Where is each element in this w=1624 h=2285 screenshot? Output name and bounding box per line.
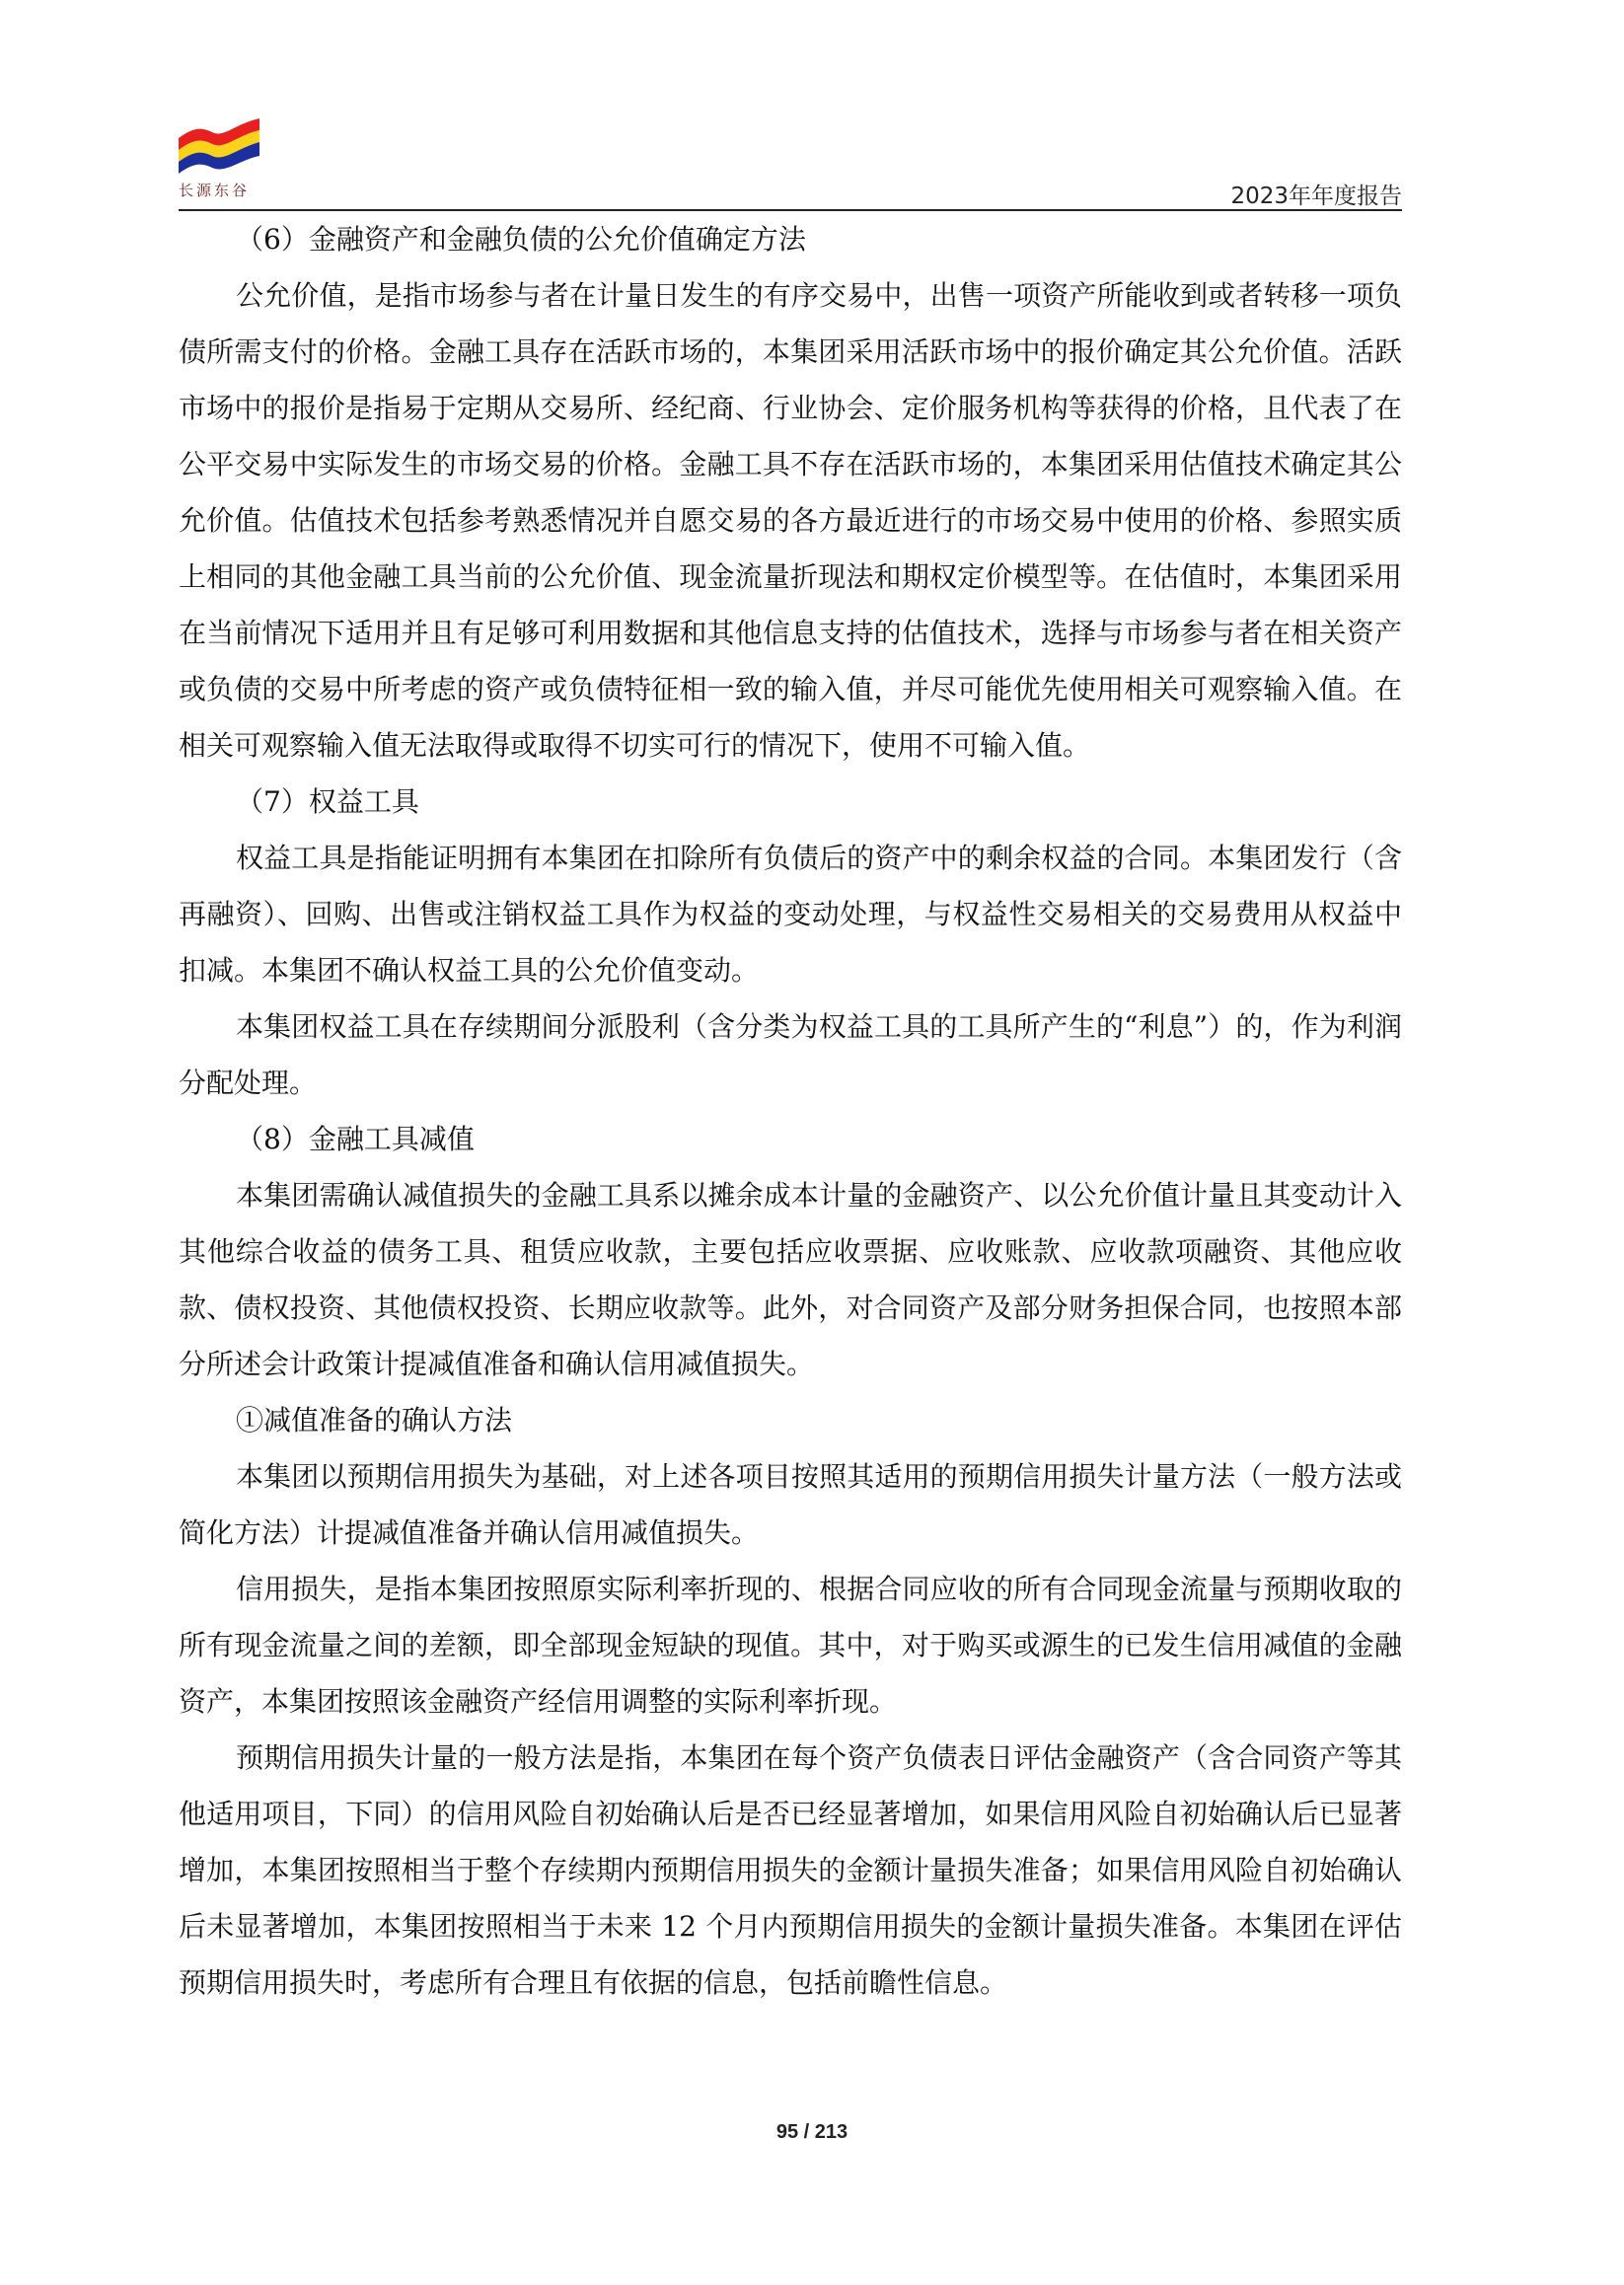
section-heading-7: （7）权益工具 — [236, 785, 419, 818]
paragraph-impairment-scope: 本集团需确认减值损失的金融工具系以摊余成本计量的金融资产、以公允价值计量且其变动计入其他综合收益的债务工具、租赁应收款，主要包括应收票据、应收账款、应收款项融资、其他应收款、债权投资、其他债权投资、长期应收款等。此外，对合同资产及部分财务担保合同，也按照本部分所述会计政策计提减值准备和确认信用减值损失。 — [179, 1179, 1402, 1380]
paragraph-credit-loss: 信用损失，是指本集团按照原实际利率折现的、根据合同应收的所有合同现金流量与预期收取的所有现金流量之间的差额，即全部现金短缺的现值。其中，对于购买或源生的已发生信用减值的金融资产，本集团按照该金融资产经信用调整的实际利率折现。 — [179, 1573, 1402, 1718]
section-heading-8: （8）金融工具减值 — [236, 1123, 475, 1155]
report-title: 2023年年度报告 — [1230, 184, 1402, 209]
section-heading-6: （6）金融资产和金融负债的公允价值确定方法 — [236, 223, 806, 256]
paragraph-impairment-basis: 本集团以预期信用损失为基础，对上述各项目按照其适用的预期信用损失计量方法（一般方法或简化方法）计提减值准备并确认信用减值损失。 — [179, 1460, 1402, 1549]
document-body — [179, 211, 1402, 2011]
paragraph-equity-instrument: 权益工具是指能证明拥有本集团在扣除所有负债后的资产中的剩余权益的合同。本集团发行（含再融资）、回购、出售或注销权益工具作为权益的变动处理，与权益性交易相关的交易费用从权益中扣减。本集团不确认权益工具的公允价值变动。 — [179, 842, 1402, 987]
page-header — [179, 116, 1402, 211]
paragraph-fair-value: 公允价值，是指市场参与者在计量日发生的有序交易中，出售一项资产所能收到或者转移一项负债所需支付的价格。金融工具存在活跃市场的，本集团采用活跃市场中的报价确定其公允价值。活跃市场中的报价是指易于定期从交易所、经纪商、行业协会、定价服务机构等获得的价格，且代表了在公平交易中实际发生的市场交易的价格。金融工具不存在活跃市场的，本集团采用估值技术确定其公允价值。估值技术包括参考熟悉情况并自愿交易的各方最近进行的市场交易中使用的价格、参照实质上相同的其他金融工具当前的公允价值、现金流量折现法和期权定价模型等。在估值时，本集团采用在当前情况下适用并且有足够可利用数据和其他信息支持的估值技术，选择与市场参与者在相关资产或负债的交易中所考虑的资产或负债特征相一致的输入值，并尽可能优先使用相关可观察输入值。在相关可观察输入值无法取得或取得不切实可行的情况下，使用不可输入值。 — [179, 279, 1402, 762]
logo-text: 长源东谷 — [179, 182, 251, 199]
logo-wave-icon — [179, 116, 259, 178]
paragraph-general-method: 预期信用损失计量的一般方法是指，本集团在每个资产负债表日评估金融资产（含合同资产等其他适用项目，下同）的信用风险自初始确认后是否已经显著增加，如果信用风险自初始确认后已显著增加，本集团按照相当于整个存续期内预期信用损失的金额计量损失准备；如果信用风险自初始确认后未显著增加，本集团按照相当于未来 12 个月内预期信用损失的金额计量损失准备。本集团在评估预期信用损失时，考虑所有合理且有依据的信息，包括前瞻性信息。 — [179, 1741, 1402, 1999]
paragraph-dividend: 本集团权益工具在存续期间分派股利（含分类为权益工具的工具所产生的“利息”）的，作为利润分配处理。 — [179, 1010, 1402, 1099]
subsection-heading-1: ①减值准备的确认方法 — [236, 1404, 513, 1437]
company-logo — [179, 116, 259, 211]
page-number: 95 / 213 — [775, 2121, 849, 2143]
